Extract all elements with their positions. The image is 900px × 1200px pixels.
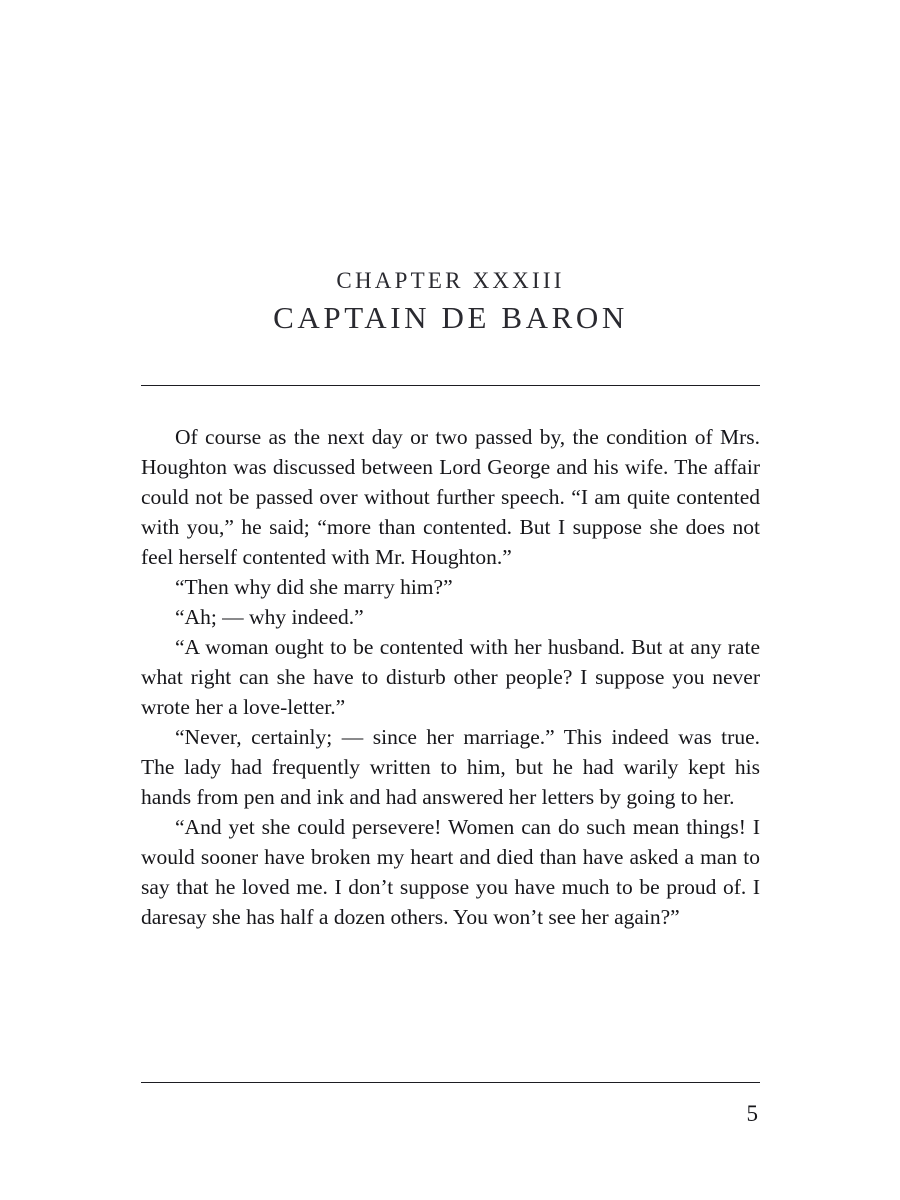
page-content	[141, 0, 760, 932]
paragraph: “Then why did she marry him?”	[175, 575, 453, 600]
paragraph: “Ah; — why indeed.”	[175, 605, 364, 630]
footer-divider	[141, 1082, 760, 1083]
chapter-title: CAPTAIN DE BARON	[273, 300, 628, 336]
chapter-heading	[141, 268, 760, 335]
page-footer	[141, 1082, 760, 1127]
chapter-number: CHAPTER XXXIII	[336, 268, 565, 293]
header-divider	[141, 385, 760, 386]
body-text	[141, 422, 760, 932]
paragraph: Of course as the next day or two passed by, the condition of Mrs. Houghton was discussed between Lord George and his wife. The affair could not be passed over without further speech. “I am quite contented with you,” he said; “more than contented. But I suppose she does not feel herself contented with Mr. Houghton.”	[141, 425, 760, 570]
page-number: 5	[746, 1101, 758, 1126]
paragraph: “Never, certainly; — since her marriage.” This indeed was true. The lady had frequently written to him, but he had warily kept his hands from pen and ink and had answered her letters by going to her.	[141, 725, 760, 810]
paragraph: “And yet she could persevere! Women can do such mean things! I would sooner have broken my heart and died than have asked a man to say that he loved me. I don’t suppose you have much to be proud of. I daresay she has half a dozen others. You won’t see her again?”	[141, 815, 760, 930]
paragraph: “A woman ought to be contented with her husband. But at any rate what right can she have to disturb other people? I suppose you never wrote her a love-letter.”	[141, 635, 760, 720]
